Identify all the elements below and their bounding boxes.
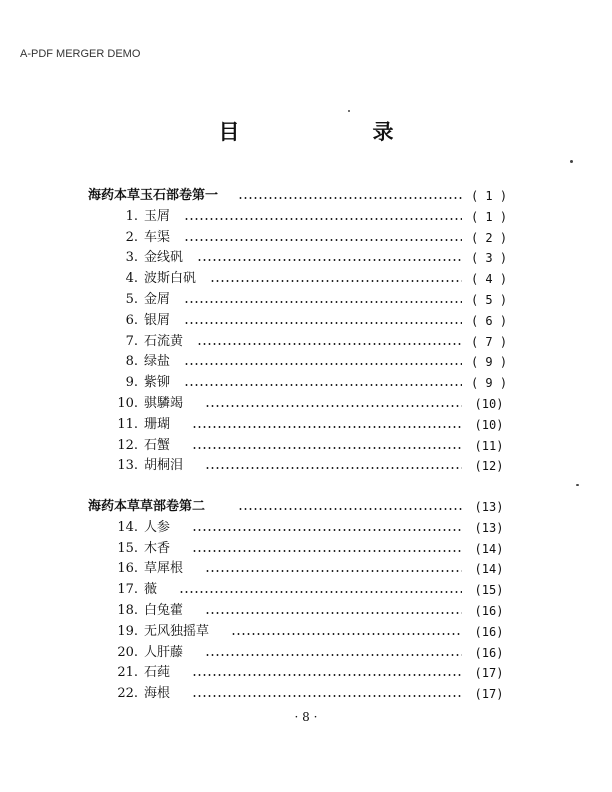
toc-leader-dots (205, 570, 462, 572)
toc-leader-dots (184, 363, 462, 365)
toc-page-ref: ( 9 ) (470, 376, 508, 391)
toc-leader-dots (197, 259, 462, 261)
toc-entry-label: 车渠 (144, 229, 171, 245)
toc-entry-label: 木香 (144, 540, 171, 556)
scan-speck (348, 110, 350, 112)
toc-entry-label: 金线矾 (144, 250, 184, 266)
toc-entry-number: 1. (125, 208, 138, 224)
toc-entry-label: 草犀根 (144, 561, 184, 577)
toc-entry-number: 4. (125, 271, 138, 287)
toc-entry[interactable] (0, 207, 612, 227)
toc-entry-label: 石莼 (144, 665, 171, 681)
toc-page-ref: (17) (474, 687, 504, 702)
toc-entry-number: 3. (125, 250, 138, 266)
toc-leader-dots (210, 280, 462, 282)
toc-leader-dots (184, 218, 462, 220)
scan-speck (570, 160, 573, 163)
toc-entry-label: 白兔藿 (144, 603, 184, 618)
toc-entry-label: 绿盐 (144, 354, 171, 370)
toc-entry[interactable] (0, 518, 612, 538)
toc-leader-dots (197, 343, 462, 345)
toc-entry[interactable] (0, 394, 612, 414)
toc-entry[interactable] (0, 415, 612, 435)
toc-entry[interactable] (0, 436, 612, 456)
toc-page-ref: ( 2 ) (470, 230, 508, 245)
toc-entry-number: 2. (125, 229, 138, 245)
scan-speck (576, 484, 579, 486)
toc-page-ref: ( 1 ) (470, 209, 508, 224)
toc-entry-label: 金屑 (144, 292, 171, 307)
toc-entry-number: 11. (117, 416, 138, 432)
toc-leader-dots (192, 529, 462, 531)
toc-entry-label: 人肝藤 (144, 644, 184, 660)
toc-leader-dots (192, 695, 462, 697)
toc-page-ref: (14) (474, 541, 504, 556)
toc-leader-dots (184, 384, 462, 386)
toc-page-ref: (14) (474, 562, 504, 577)
toc-entry-number: 13. (117, 458, 138, 474)
toc-section-title: 海药本草草部卷第二 (88, 499, 206, 514)
toc-entry[interactable] (0, 559, 612, 579)
toc-page-ref: ( 4 ) (470, 272, 508, 287)
toc-page-ref: ( 5 ) (470, 293, 508, 307)
toc-entry-number: 10. (117, 396, 138, 411)
toc-page-ref: ( 6 ) (470, 313, 508, 328)
toc-entry-number: 8. (125, 354, 138, 370)
toc-page-ref: ( 7 ) (470, 334, 508, 349)
toc-entry[interactable] (0, 684, 612, 704)
toc-entry-number: 9. (125, 375, 138, 391)
toc-page-ref: (13) (474, 520, 504, 535)
toc-entry[interactable] (0, 373, 612, 393)
toc-entry-number: 20. (117, 644, 138, 660)
toc-entry-label: 银屑 (144, 312, 171, 328)
page-title: 目 录 (218, 119, 450, 144)
toc-page-ref: (15) (474, 583, 504, 598)
toc-entry-number: 22. (117, 686, 138, 702)
toc-entry[interactable] (0, 269, 612, 289)
toc-entry-label: 玉屑 (144, 208, 171, 224)
toc-entry[interactable] (0, 228, 612, 248)
toc-entry[interactable] (0, 456, 612, 476)
toc-entry-number: 17. (117, 582, 138, 598)
toc-leader-dots (238, 508, 462, 510)
toc-entry[interactable] (0, 643, 612, 663)
toc-entry[interactable] (0, 290, 612, 310)
toc-leader-dots (205, 654, 462, 656)
toc-leader-dots (184, 239, 462, 241)
toc-entry-label: 波斯白矾 (144, 271, 197, 287)
toc-entry-label: 海根 (144, 686, 171, 702)
toc-entry[interactable] (0, 663, 612, 683)
toc-entry-number: 18. (117, 603, 138, 618)
toc-entry-label: 骐驎竭 (144, 396, 184, 411)
toc-page-ref: ( 1 ) (470, 189, 508, 203)
toc-entry[interactable] (0, 580, 612, 600)
toc-entry-number: 16. (117, 561, 138, 577)
toc-entry-number: 7. (125, 333, 138, 349)
toc-page-ref: (13) (474, 500, 504, 514)
toc-entry-label: 石流黄 (144, 333, 184, 349)
toc-page-ref: (16) (474, 645, 504, 660)
toc-page-ref: (10) (474, 397, 504, 411)
toc-leader-dots (192, 674, 462, 676)
toc-entry-label: 人参 (144, 519, 171, 535)
toc-entry-label: 薇 (144, 582, 158, 598)
toc-entry[interactable] (0, 352, 612, 372)
toc-entry[interactable] (0, 539, 612, 559)
toc-entry-label: 胡桐泪 (144, 458, 184, 474)
toc-entry[interactable] (0, 248, 612, 268)
toc-entry[interactable] (0, 311, 612, 331)
toc-section[interactable] (0, 186, 612, 206)
toc-leader-dots (192, 550, 462, 552)
toc-entry-number: 5. (125, 292, 138, 307)
toc-page-ref: (11) (474, 438, 504, 453)
toc-entry-label: 无风独摇草 (144, 623, 210, 639)
toc-entry-number: 21. (117, 665, 138, 681)
toc-entry-number: 15. (117, 540, 138, 556)
toc-page-ref: (12) (474, 459, 504, 474)
page-number: · 8 · (294, 710, 318, 724)
toc-entry[interactable] (0, 332, 612, 352)
watermark: A-PDF MERGER DEMO (20, 48, 141, 60)
toc-leader-dots (238, 197, 462, 199)
toc-page-ref: (16) (474, 624, 504, 639)
toc-leader-dots (205, 612, 462, 614)
toc-section[interactable] (0, 497, 612, 517)
toc-entry[interactable] (0, 622, 612, 642)
toc-entry-number: 19. (117, 623, 138, 639)
toc-page-ref: ( 3 ) (470, 251, 508, 266)
toc-entry-number: 6. (125, 312, 138, 328)
toc-entry-number: 12. (117, 437, 138, 453)
toc-entry-number: 14. (117, 519, 138, 535)
toc-page-ref: (16) (474, 604, 504, 618)
toc-leader-dots (179, 591, 462, 593)
toc-leader-dots (184, 322, 462, 324)
toc-page-ref: ( 9 ) (470, 355, 508, 370)
toc-leader-dots (184, 301, 462, 303)
toc-entry-label: 石蟹 (144, 437, 171, 453)
toc-leader-dots (231, 633, 462, 635)
toc-entry-label: 紫铆 (144, 375, 171, 391)
toc-leader-dots (205, 405, 462, 407)
toc-leader-dots (205, 467, 462, 469)
toc-entry[interactable] (0, 601, 612, 621)
toc-page-ref: (10) (474, 417, 504, 432)
toc-section-title: 海药本草玉石部卷第一 (88, 188, 219, 203)
toc-page-ref: (17) (474, 666, 504, 681)
toc-leader-dots (192, 447, 462, 449)
toc-entry-label: 珊瑚 (144, 416, 171, 432)
toc-leader-dots (192, 426, 462, 428)
